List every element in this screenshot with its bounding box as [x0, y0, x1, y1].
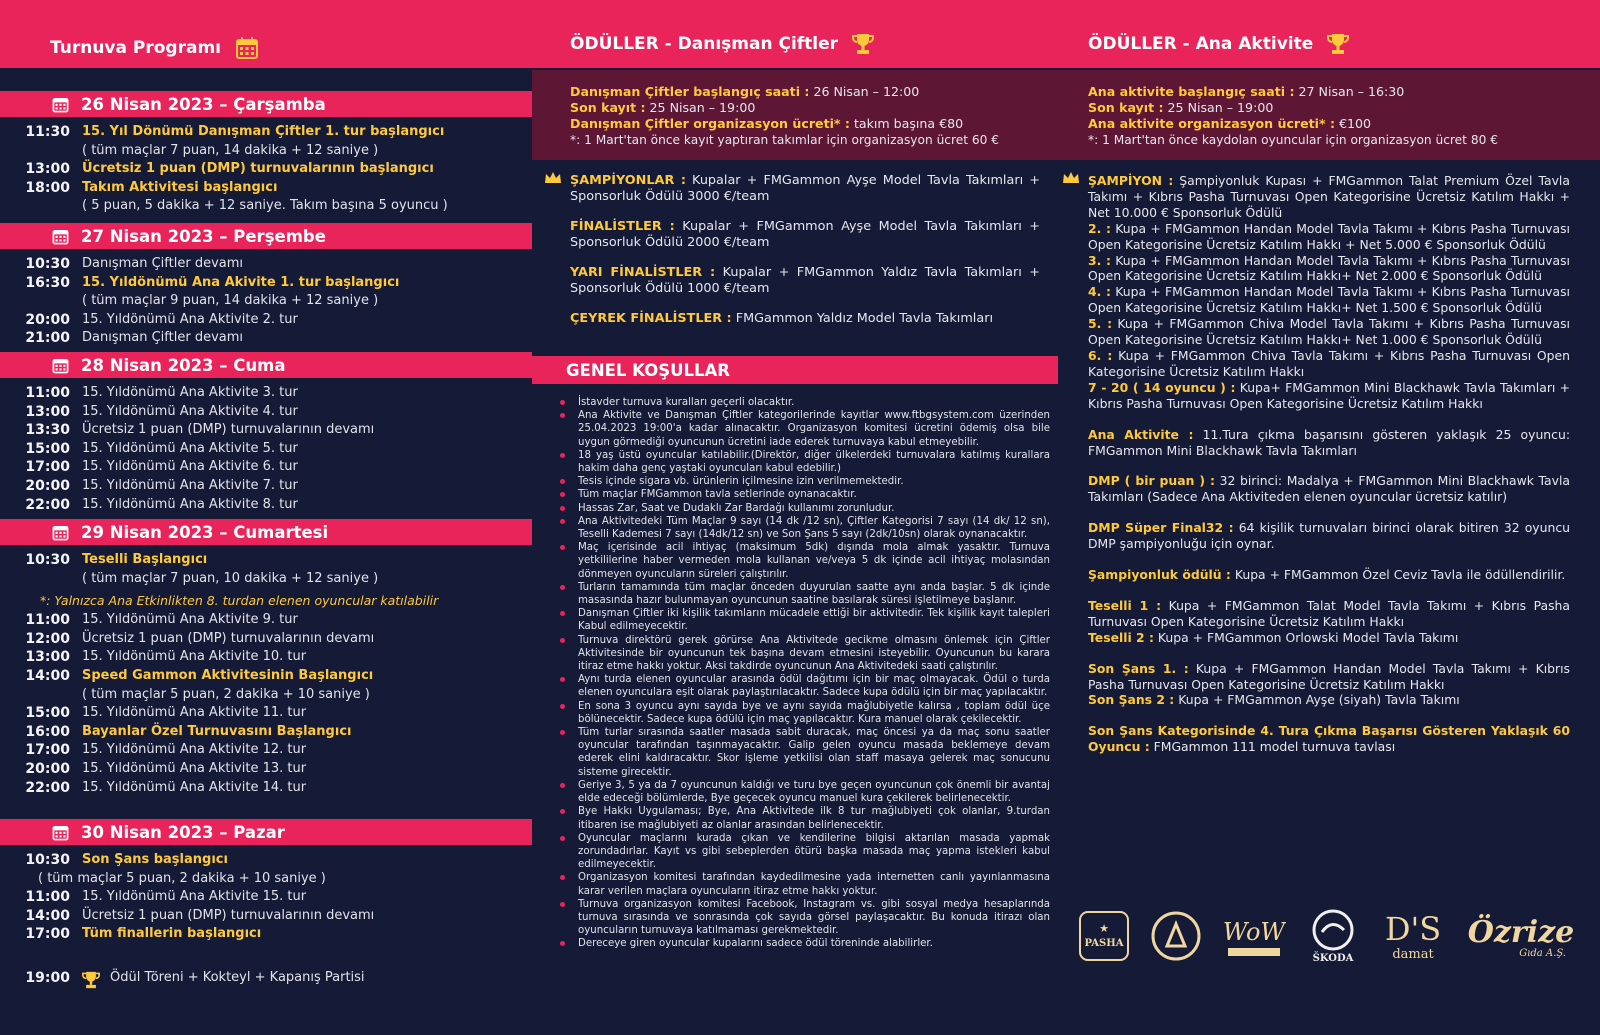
schedule-description: 15. Yıldönümü Ana Aktivite 4. tur — [82, 403, 298, 419]
award-group — [1088, 598, 1570, 646]
schedule-description: 15. Yıldönümü Ana Aktivite 3. tur — [82, 385, 298, 400]
award-entry — [570, 311, 1040, 327]
schedule-time: 22:00 — [25, 779, 70, 796]
schedule-time: 14:00 — [25, 907, 70, 924]
schedule-time: 18:00 — [25, 179, 70, 196]
schedule-row — [0, 871, 532, 890]
award-title: Teselli 1 : — [1088, 597, 1162, 613]
schedule-time: 17:00 — [25, 742, 70, 759]
schedule-description: Ödül Töreni + Kokteyl + Kapanış Partisi — [110, 970, 365, 985]
schedule-row — [0, 687, 532, 706]
circle-emblem-logo — [1150, 910, 1202, 962]
main-activity-title: ÖDÜLLER - Ana Aktivite — [1088, 30, 1349, 58]
award-title: DMP Süper Final32 : — [1088, 520, 1234, 536]
schedule-description: 15. Yıldönümü Ana Aktivite 14. tur — [82, 779, 307, 795]
schedule-description: 15. Yıldönümü Ana Akivite 1. tur başlangıcı — [82, 274, 400, 290]
award-group — [1088, 520, 1570, 552]
calendar-icon — [235, 36, 259, 60]
day-schedule — [0, 124, 532, 217]
calendar-icon — [52, 524, 69, 541]
schedule-description: 15. Yıldönümü Ana Aktivite 10. tur — [82, 649, 307, 665]
schedule-row — [0, 330, 532, 349]
schedule-row — [0, 631, 532, 650]
info-key: Danışman Çiftler başlangıç saati : — [570, 84, 810, 99]
rule-item: Ana Aktivite ve Danışman Çiftler kategorilerinde kayıtlar www.ftbgsystem.com üzerinden 25.04.2023 19:00'a kadar alınacaktır. Organizasyon komitesi ücretini ödemiş olsa bile uygun görmediği oyuncunun ücretini iade ederek turnuvaya kabul etmeyebilir. — [556, 409, 1050, 449]
schedule-description: 15. Yıl Dönümü Danışman Çiftler 1. tur başlangıcı — [82, 124, 445, 139]
day-label: 27 Nisan 2023 – Perşembe — [81, 226, 326, 246]
rule-item: Tüm maçlar FMGammon tavla setlerinde oynanacaktır. — [556, 488, 1050, 501]
schedule-row — [0, 908, 532, 927]
schedule-time: 20:00 — [25, 311, 70, 328]
rule-item: Dereceye giren oyuncular kupalarını sadece ödül töreninde alabilirler. — [556, 937, 1050, 950]
award-title: Teselli 2 : — [1088, 629, 1154, 645]
schedule-description: Danışman Çiftler devamı — [82, 330, 244, 346]
schedule-description: Takım Aktivitesi başlangıcı — [82, 179, 278, 195]
day-label: 28 Nisan 2023 – Cuma — [81, 355, 286, 375]
schedule-description: 15. Yıldönümü Ana Aktivite 11. tur — [82, 705, 307, 721]
schedule-time: 13:00 — [25, 649, 70, 666]
schedule-time: 11:00 — [25, 612, 70, 629]
award-entry — [1088, 173, 1570, 221]
info-value: *: 1 Mart'tan önce kayıt yaptıran takımlar için organizasyon ücret 60 € — [570, 133, 1000, 147]
award-prize: Kupalar + FMGammon Yaldız Tavla Takımları + Sponsorluk Ödülü 1000 €/team — [570, 265, 1040, 296]
schedule-row — [0, 761, 532, 780]
award-prize: FMGammon Yaldız Model Tavla Takımları — [731, 311, 994, 326]
info-line — [570, 84, 1058, 100]
info-value: *: 1 Mart'tan önce kaydolan oyuncular için organizasyon ücret 80 € — [1088, 133, 1498, 147]
schedule-row — [0, 780, 532, 799]
schedule-time: 13:00 — [25, 403, 70, 420]
award-prize: 64 kişilik turnuvaları birinci olarak bitiren 32 oyuncu DMP şampiyonluğu için oynar. — [1088, 520, 1570, 552]
schedule-description: 15. Yıldönümü Ana Aktivite 8. tur — [82, 496, 298, 512]
rule-item: Organizasyon komitesi tarafından kaydedilmesine yada internetten canlı yayınlanmasına karar verilen maçlara oyuncuların itiraz etme hakkı yoktur. — [556, 871, 1050, 897]
award-entry — [1088, 723, 1570, 755]
schedule-description: ( tüm maçlar 9 puan, 14 dakika + 12 saniye ) — [82, 293, 379, 309]
award-prize: Şampiyonluk Kupası + FMGammon Talat Premium Özel Tavla Takımı + Kıbrıs Pasha Turnuvası Open Kategorisine Ücretsiz Katılım Hakkı + Net 10.000 € Sponsorluk Ödülü — [1088, 173, 1570, 220]
svg-text:WoW: WoW — [1222, 918, 1286, 946]
trophy-icon — [852, 32, 874, 56]
schedule-description: ( 5 puan, 5 dakika + 12 saniye. Takım başına 5 oyuncu ) — [82, 198, 448, 214]
award-entry — [1088, 427, 1570, 459]
award-prize: Kupa + FMGammon Handan Model Tavla Takımı + Kıbrıs Pasha Turnuvası Open Kategorisine Ücretsiz Katılım Hakkı+ Net 1.500 € Sponsorluk Ödülü — [1088, 284, 1570, 316]
schedule-row — [0, 404, 532, 423]
award-prize: Kupa + FMGammon Orlowski Model Tavla Takımı — [1153, 629, 1459, 645]
schedule-row — [0, 705, 532, 724]
rule-item: İstavder turnuva kuralları geçerli olacaktır. — [556, 396, 1050, 409]
day-schedule — [0, 256, 532, 349]
crown-icon — [544, 171, 562, 190]
main-activity-awards — [1088, 173, 1570, 770]
award-entry — [1088, 661, 1570, 693]
schedule-description: Danışman Çiftler devamı — [82, 256, 244, 271]
award-group — [1088, 723, 1570, 755]
schedule-row — [0, 422, 532, 441]
award-group — [1088, 661, 1570, 709]
award-prize: Kupa + FMGammon Chiva Model Tavla Takımı + Kıbrıs Pasha Turnuvası Open Kategorisine Ücretsiz Katılım Hakkı+ Net 1.000 € Sponsorluk Ödülü — [1088, 316, 1570, 348]
day-header — [0, 819, 532, 845]
schedule-row — [0, 612, 532, 631]
schedule-row — [0, 293, 532, 312]
award-entry — [1088, 692, 1570, 708]
main-activity-info — [1058, 70, 1600, 160]
info-line — [570, 132, 1058, 148]
day-schedule — [0, 552, 532, 798]
schedule-time: 15:00 — [25, 440, 70, 457]
schedule-time: 22:00 — [25, 496, 70, 513]
calendar-icon — [52, 357, 69, 374]
info-line — [1088, 84, 1600, 100]
schedule-row — [0, 552, 532, 571]
award-entry — [570, 219, 1040, 251]
day-schedule — [0, 385, 532, 515]
schedule-row — [0, 589, 532, 612]
svg-text:Özrize: Özrize — [1467, 915, 1575, 950]
award-group — [1088, 173, 1570, 412]
info-line — [570, 116, 1058, 132]
schedule-time: 17:00 — [25, 459, 70, 476]
award-title: ŞAMPİYON : — [1088, 173, 1174, 188]
award-entry — [570, 173, 1040, 205]
schedule-description: Ücretsiz 1 puan (DMP) turnuvalarının başlangıcı — [82, 161, 434, 177]
schedule-row — [0, 385, 532, 404]
schedule-row — [0, 124, 532, 143]
rule-item: Turnuva organizasyon komitesi Facebook, Instagram vs. gibi sosyal medya hesaplarında turnuva sırasında ve sonrasında çok sayıda görsel paylaşacaktır. Bu konuda itirazı olan oyuncuların turnuvaya katılmaması gerekmektedir. — [556, 898, 1050, 938]
award-prize: Kupa + FMGammon Ayşe (siyah) Tavla Takımı — [1174, 692, 1460, 708]
schedule-row — [0, 668, 532, 687]
rule-item: En sona 3 oyuncu aynı sayıda bye ve aynı sayıda mağlubiyetle kalırsa , toplam ödül üçe bölünecektir. Sadece kupa ödülü için maç yapılacaktır. Kura manuel olarak çekilecektir. — [556, 700, 1050, 726]
schedule-description: Ücretsiz 1 puan (DMP) turnuvalarının devamı — [82, 630, 375, 646]
schedule-description: 15. Yıldönümü Ana Aktivite 13. tur — [82, 760, 307, 776]
award-group — [1088, 427, 1570, 459]
schedule-description: 15. Yıldönümü Ana Aktivite 9. tur — [82, 612, 298, 628]
award-title: ÇEYREK FİNALİSTLER : — [570, 311, 732, 326]
award-prize: Kupa + FMGammon Handan Model Tavla Takımı + Kıbrıs Pasha Turnuvası Open Kategorisine Ücretsiz Katılım Hakkı + Net 5.000 € Sponsorluk Ödülü — [1088, 220, 1570, 252]
schedule-time: 10:30 — [25, 852, 70, 868]
award-prize: Kupalar + FMGammon Ayşe Model Tavla Takımları + Sponsorluk Ödülü 3000 €/team — [570, 173, 1040, 204]
schedule-time: 10:30 — [25, 552, 70, 568]
info-line — [1088, 100, 1600, 116]
schedule-time: 11:00 — [25, 385, 70, 401]
svg-text:★: ★ — [1099, 922, 1109, 935]
schedule-row — [0, 275, 532, 294]
info-key: Danışman Çiftler organizasyon ücreti* : — [570, 116, 850, 131]
info-key: Son kayıt : — [1088, 100, 1164, 115]
award-entry — [1088, 473, 1570, 505]
award-entry — [1088, 284, 1570, 316]
award-prize: Kupa + FMGammon Talat Model Tavla Takımı + Kıbrıs Pasha Turnuvası Open Kategorisine Ücretsiz Katılım Hakkı — [1088, 597, 1570, 629]
schedule-row — [0, 724, 532, 743]
schedule-description: 15. Yıldönümü Ana Aktivite 6. tur — [82, 459, 298, 475]
schedule-time: 15:00 — [25, 705, 70, 722]
award-title: DMP ( bir puan ) : — [1088, 473, 1215, 489]
schedule-row — [0, 161, 532, 180]
schedule-row — [0, 441, 532, 460]
calendar-icon — [52, 824, 69, 841]
schedule-time: 19:00 — [25, 970, 70, 986]
award-title: 2. : — [1088, 220, 1111, 236]
award-title: ŞAMPİYONLAR : — [570, 173, 686, 188]
award-prize: Kupa + FMGammon Handan Model Tavla Takımı + Kıbrıs Pasha Turnuvası Open Kategorisine Ücretsiz Katılım Hakkı+ Net 2.000 € Sponsorluk Ödülü — [1088, 252, 1570, 284]
schedule-description: ( tüm maçlar 5 puan, 2 dakika + 10 saniye ) — [38, 870, 326, 886]
ozrize-logo — [1466, 908, 1576, 964]
schedule-time: 13:00 — [25, 161, 70, 178]
award-prize: Kupa+ FMGammon Mini Blackhawk Tavla Takımları + Kıbrıs Pasha Turnuvası Open Kategorisine Ücretsiz Katılım Hakkı — [1088, 379, 1571, 411]
schedule-description: Speed Gammon Aktivitesinin Başlangıcı — [82, 667, 374, 683]
schedule-description: Bayanlar Özel Turnuvasını Başlangıcı — [82, 723, 352, 739]
day-label: 26 Nisan 2023 – Çarşamba — [81, 94, 326, 114]
award-entry — [1088, 253, 1570, 285]
award-entry — [1088, 348, 1570, 380]
info-value: €100 — [1335, 116, 1372, 131]
schedule-time: 11:00 — [25, 889, 70, 906]
svg-text:ŠKODA: ŠKODA — [1312, 953, 1354, 964]
schedule-row — [0, 459, 532, 478]
schedule-note: *: Yalnızca Ana Etkinlikten 8. turdan elenen oyuncular katılabilir — [40, 593, 439, 609]
award-prize: 32 birinci: Madalya + FMGammon Mini Blackhawk Tavla Takımları (Sadece Ana Aktiviteden elenen oyuncular ücretsiz katılır) — [1088, 473, 1570, 505]
award-prize: Kupalar + FMGammon Ayşe Model Tavla Takımları + Sponsorluk Ödülü 2000 €/team — [570, 219, 1040, 250]
skoda-logo — [1306, 908, 1360, 964]
svg-text:Gıda A.Ş.: Gıda A.Ş. — [1519, 948, 1566, 959]
trophy-icon — [82, 970, 100, 994]
svg-text:D'S: D'S — [1384, 910, 1442, 948]
rule-item: Aynı turda elenen oyuncular arasında ödül dağıtımı için bir maç olmayacak. Ödül o turda elenen oyunculara eşit olarak paylaştırılacaktır. Sadece kupa ödülü için bir maç yapılacaktır. — [556, 673, 1050, 699]
schedule-row — [0, 180, 532, 199]
schedule-time: 21:00 — [25, 330, 70, 347]
schedule-row — [0, 143, 532, 162]
sponsor-logos — [1078, 900, 1578, 972]
rule-item: Maç içerisinde acil ihtiyaç (maksimum 5dk) dışında mola almak yasaktır. Turnuva yetkililerine haber vermeden mola kullanan ve/veya 5 dk içinde acil ihtiyaç molasından dönmeyen oyuncuların süreleri çalıştırılır. — [556, 541, 1050, 581]
award-prize: FMGammon 111 model turnuva tavlası — [1149, 739, 1396, 755]
award-title: 5. : — [1088, 316, 1113, 332]
award-entry — [1088, 598, 1570, 630]
schedule-description: 15. Yıldönümü Ana Aktivite 15. tur — [82, 889, 307, 905]
schedule-row — [0, 497, 532, 516]
award-prize: Kupa + FMGammon Chiva Tavla Takımı + Kıbrıs Pasha Turnuvası Open Kategorisine Ücretsiz Katılım Hakkı — [1088, 347, 1570, 379]
schedule-description: ( tüm maçlar 7 puan, 14 dakika + 12 saniye ) — [82, 142, 379, 158]
award-prize: 11.Tura çıkma başarısını gösteren yaklaşık 25 oyuncu: FMGammon Mini Blackhawk Tavla Takımları — [1088, 426, 1570, 458]
day-label: 30 Nisan 2023 – Pazar — [81, 822, 285, 842]
schedule-row — [0, 571, 532, 590]
award-title: 3. : — [1088, 252, 1111, 268]
schedule-time: 17:00 — [25, 926, 70, 943]
schedule-row — [0, 889, 532, 908]
info-key: Son kayıt : — [570, 100, 646, 115]
schedule-time: 13:30 — [25, 422, 70, 439]
schedule-description: 15. Yıldönümü Ana Aktivite 5. tur — [82, 440, 298, 456]
award-title: 4. : — [1088, 284, 1111, 300]
award-title: Son Şans Kategorisinde 4. Tura Çıkma Başarısı Gösteren Yaklaşık 60 Oyuncu : — [1088, 723, 1570, 755]
rule-item: Turnuva direktörü gerek görürse Ana Aktivitede gecikme olmasını önlemek için Çiftler Aktivitesinde bir oyuncunun tek başına devam etmesini isteyebilir. Oyuncunun bu karara itiraz etme hakkı yoktur. Aksi takdirde oyuncunun Ana Aktivitedeki saati çalıştırılır. — [556, 634, 1050, 674]
general-conditions-list — [556, 396, 1050, 951]
consultant-pairs-awards — [570, 173, 1040, 341]
schedule-time: 11:30 — [25, 124, 70, 140]
wow-istanbul-logo — [1222, 910, 1286, 962]
consultant-pairs-title: ÖDÜLLER - Danışman Çiftler — [570, 30, 874, 58]
schedule-time: 14:00 — [25, 667, 70, 684]
info-value: 25 Nisan – 19:00 — [1163, 100, 1274, 115]
general-conditions-title: GENEL KOŞULLAR — [532, 356, 1058, 384]
info-line — [1088, 116, 1600, 132]
day-header — [0, 519, 532, 545]
award-entry — [1088, 221, 1570, 253]
schedule-row — [0, 649, 532, 668]
rule-item: Tesis içinde sigara vb. ürünlerin içilmesine izin verilmemektedir. — [556, 475, 1050, 488]
award-group — [1088, 473, 1570, 505]
schedule-row — [0, 926, 532, 945]
info-value: 25 Nisan – 19:00 — [645, 100, 756, 115]
info-line — [570, 100, 1058, 116]
rule-item: Oyuncular maçlarını kurada çıkan ve kendilerine bilgisi aktarılan masada yapmak zorundadırlar. Kayıt vs gibi sebeplerden ötürü başka masada maç yapma istekleri kabul edilmeyecektir. — [556, 832, 1050, 872]
schedule-time: 10:30 — [25, 256, 70, 272]
award-title: 6. : — [1088, 347, 1113, 363]
schedule-time: 12:00 — [25, 630, 70, 647]
info-key: Ana aktivite başlangıç saati : — [1088, 84, 1295, 99]
info-value: 27 Nisan – 16:30 — [1294, 84, 1405, 99]
award-entry — [1088, 630, 1570, 646]
crown-icon — [1062, 171, 1080, 189]
award-entry — [1088, 567, 1570, 583]
day-schedule — [0, 852, 532, 945]
calendar-icon — [52, 96, 69, 113]
award-title: Son Şans 2 : — [1088, 692, 1175, 708]
schedule-description: 15. Yıldönümü Ana Aktivite 7. tur — [82, 477, 298, 493]
schedule-time: 16:00 — [25, 723, 70, 740]
closing-ceremony-row — [0, 970, 365, 992]
rule-item: Turların tamamında tüm maçlar önceden duyurulan saatte aynı anda başlar. 5 dk içinde masasında hazır bulunmayan oyuncunun saatine basılarak süresi işletilmeye başlanır. — [556, 581, 1050, 607]
award-title: FİNALİSTLER : — [570, 219, 675, 234]
schedule-row — [0, 478, 532, 497]
rule-item: Danışman Çiftler iki kişilik takımların mücadele ettiği bir aktivitedir. Tek kişilik kayıt talepleri Kabul edilmeyecektir. — [556, 607, 1050, 633]
svg-text:damat: damat — [1392, 947, 1434, 962]
rule-item: 18 yaş üstü oyuncular katılabilir.(Direktör, diğer ülkelerdeki turnuvalara katılmış kurallara hakim daha genç yaştaki oyuncuları kabul edebilir.) — [556, 449, 1050, 475]
award-title: 7 - 20 ( 14 oyuncu ) : — [1088, 379, 1236, 395]
schedule-description: ( tüm maçlar 7 puan, 10 dakika + 12 saniye ) — [82, 570, 379, 586]
schedule-description: 15. Yıldönümü Ana Aktivite 2. tur — [82, 311, 298, 327]
award-title: Son Şans 1. : — [1088, 660, 1189, 676]
trophy-icon — [1327, 32, 1349, 56]
day-header — [0, 352, 532, 378]
rule-item: Tüm turlar sırasında saatler masada sabit duracak, maç öncesi ya da maç sonu saatler oyuncular tarafından taşınmayacaktır. Galip gelen oyuncu masada beklemeye devam ederek elini kaldıracaktır. Skor işleme yetkilisi olan staff masaya gelerek maç sonucunu sisteme girecektir. — [556, 726, 1050, 779]
consultant-pairs-info — [532, 70, 1058, 160]
ds-damat-logo — [1380, 908, 1446, 964]
rule-item: Geriye 3, 5 ya da 7 oyuncunun kaldığı ve turu bye geçen oyuncunun çok önemli bir avantaj elde edeceği bölümlerde, Bye geçecek oyuncu manuel kura çekilerek belirlenecektir. — [556, 779, 1050, 805]
award-title: Ana Aktivite : — [1088, 426, 1194, 442]
award-entry — [1088, 380, 1570, 412]
award-title: Şampiyonluk ödülü : — [1088, 567, 1231, 583]
schedule-row — [0, 198, 532, 217]
schedule-time: 20:00 — [25, 760, 70, 777]
award-title: YARI FİNALİSTLER : — [570, 265, 716, 280]
schedule-row — [0, 742, 532, 761]
schedule-description: Son Şans başlangıcı — [82, 852, 228, 867]
award-entry — [1088, 520, 1570, 552]
schedule-time: 20:00 — [25, 477, 70, 494]
schedule-description: ( tüm maçlar 5 puan, 2 dakika + 10 saniye ) — [82, 686, 370, 702]
svg-text:PASHA: PASHA — [1084, 938, 1124, 949]
schedule-title: Turnuva Programı — [50, 34, 259, 62]
award-prize: Kupa + FMGammon Özel Ceviz Tavla ile ödüllendirilir. — [1230, 567, 1566, 583]
rule-item: Ana Aktivitedeki Tüm Maçlar 9 sayı (14 dk /12 sn), Çiftler Kategorisi 7 sayı (14 dk/ 12 sn), Teselli Kademesi 7 sayı (14dk/12 sn) ve Son Şans 5 sayı (2dk/10sn) olarak oynanacaktır. — [556, 515, 1050, 541]
award-entry — [570, 265, 1040, 297]
award-entry — [1088, 316, 1570, 348]
info-value: takım başına €80 — [849, 116, 964, 131]
day-header — [0, 91, 532, 117]
schedule-row — [0, 256, 532, 275]
info-key: Ana aktivite organizasyon ücreti* : — [1088, 116, 1335, 131]
schedule-row — [0, 312, 532, 331]
schedule-description: Ücretsiz 1 puan (DMP) turnuvalarının devamı — [82, 907, 375, 923]
info-value: 26 Nisan – 12:00 — [809, 84, 920, 99]
schedule-row — [0, 852, 532, 871]
schedule-description: Ücretsiz 1 puan (DMP) turnuvalarının devamı — [82, 422, 375, 438]
award-group — [1088, 567, 1570, 583]
day-label: 29 Nisan 2023 – Cumartesi — [81, 522, 329, 542]
schedule-description: 15. Yıldönümü Ana Aktivite 12. tur — [82, 742, 307, 758]
award-prize: Kupa + FMGammon Handan Model Tavla Takımı + Kıbrıs Pasha Turnuvası Open Kategorisine Ücretsiz Katılım Hakkı — [1088, 660, 1570, 692]
rule-item: Bye Hakkı Uygulaması; Bye, Ana Aktivitede ilk 8 tur mağlubiyeti çok olanlar, 9.turdan itibaren ise mağlubiyeti az olanlar arasından belirlenecektir. — [556, 805, 1050, 831]
rule-item: Hassas Zar, Saat ve Dudaklı Zar Bardağı kullanımı zorunludur. — [556, 502, 1050, 515]
day-header — [0, 223, 532, 249]
info-line — [1088, 132, 1600, 148]
calendar-icon — [52, 228, 69, 245]
pasha-logo — [1078, 910, 1130, 962]
schedule-time: 16:30 — [25, 274, 70, 291]
schedule-description: Teselli Başlangıcı — [82, 552, 208, 567]
schedule-description: Tüm finallerin başlangıcı — [82, 926, 262, 942]
